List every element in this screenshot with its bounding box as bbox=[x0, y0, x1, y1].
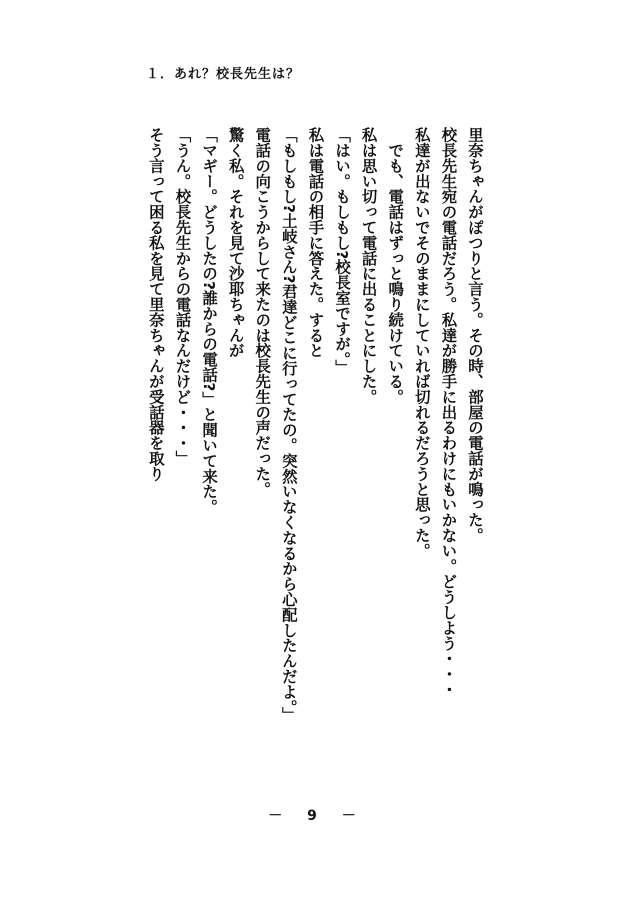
text-line: 「うん。校長先生からの電話なんだけど・・・」 bbox=[173, 127, 192, 466]
text-line: 里奈ちゃんがぽつりと言う。その時、部屋の電話が鳴った。 bbox=[466, 127, 484, 543]
text-line: 驚く私。それを見て沙耶ちゃんが bbox=[226, 127, 245, 358]
page-number: － 9 － bbox=[268, 808, 366, 824]
body-text bbox=[142, 127, 488, 767]
text-line: 私は電話の相手に答えた。すると bbox=[306, 127, 325, 358]
text-line: 私は思い切って電話に出ることにした。 bbox=[359, 127, 378, 405]
text-line: 校長先生宛の電話だろう。私達が勝手に出るわけにもいかない。どうしよう・・・ bbox=[439, 127, 458, 697]
text-line: 私達が出ないでそのままにしていれば切れるだろうと思った。 bbox=[412, 127, 431, 559]
text-line: 「はい。もしもし?校長室ですが。」 bbox=[333, 127, 352, 375]
text-line: そう言って困る私を見て里奈ちゃんが受話器を取り bbox=[146, 127, 165, 482]
text-line: でも、電話はずっと鳴り続けている。 bbox=[386, 127, 405, 405]
text-line: 「もしもし?土岐さん?君達どこに行ってたの。突然いなくなるから心配したんだよ。」 bbox=[279, 127, 298, 723]
chapter-heading: １．あれ？校長先生は？ bbox=[146, 67, 301, 82]
text-line: 「マギー。どうしたの?誰からの電話?」と聞いて来た。 bbox=[200, 127, 219, 515]
text-line: 電話の向こうからして来たのは校長先生の声だった。 bbox=[253, 127, 272, 497]
